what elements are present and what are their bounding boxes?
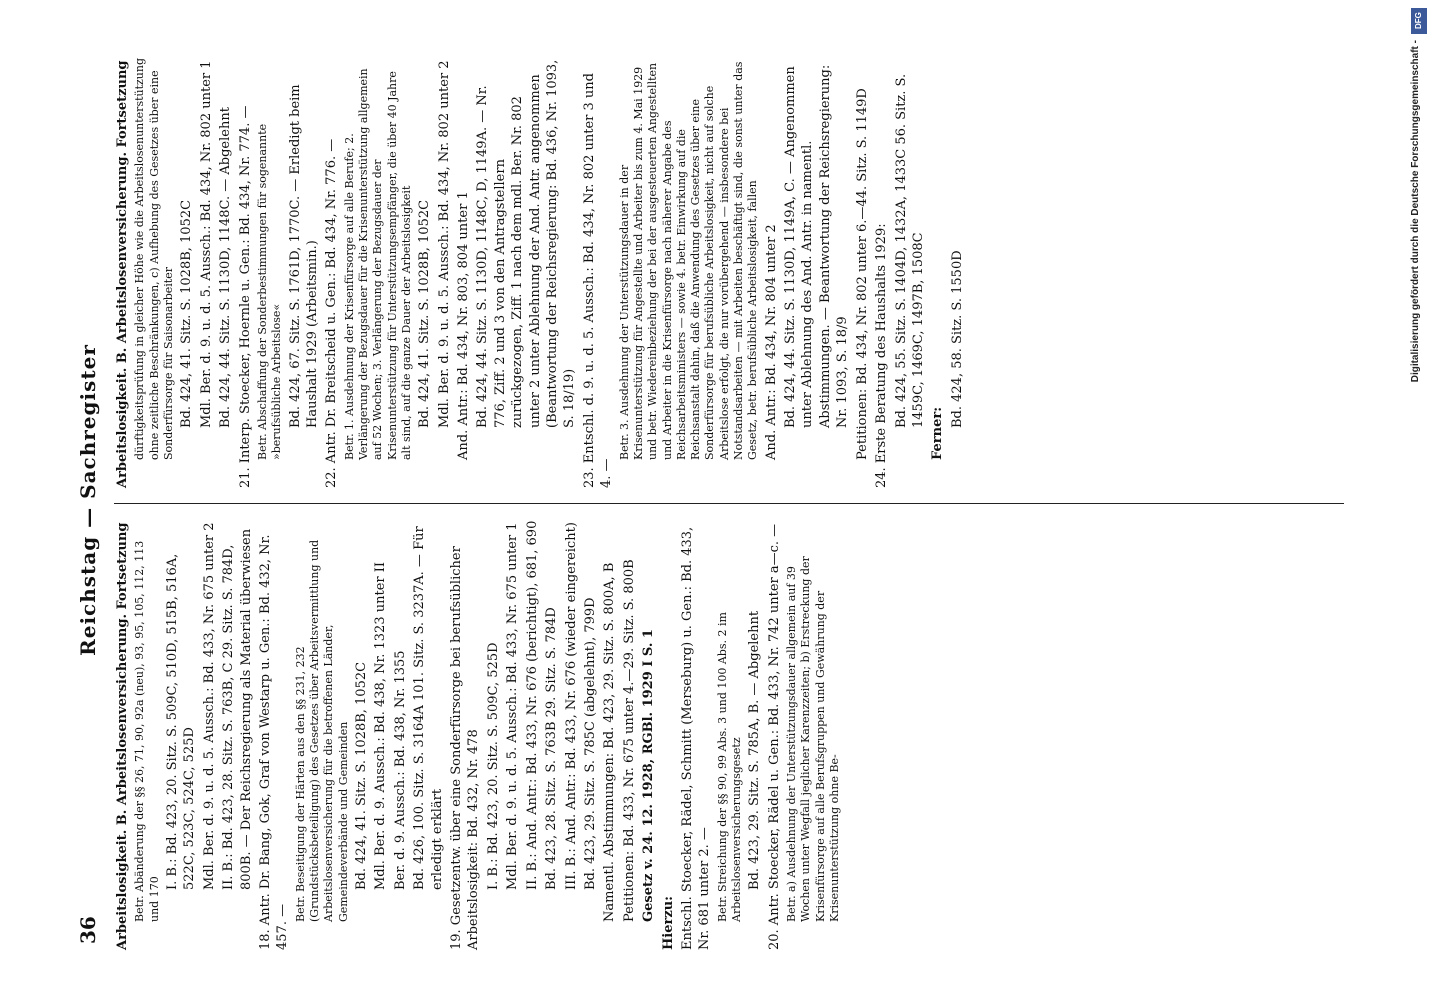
index-line: 21. Interp. Stoecker, Hoernle u. Gen.: Bd. 434, Nr. 774. —: [237, 105, 253, 488]
index-line: Bd. 424, 44. Sitz. S. 1130D, 1148C. — Abgelehnt: [218, 107, 234, 428]
index-line: 23. Entschl. d. 9. u. d. 5. Aussch.: Bd. 434, Nr. 802 unter 3 und 4. —: [581, 73, 615, 488]
index-line: Bd. 423, 29. Sitz. S. 785C (abgelehnt), 799D: [582, 597, 598, 890]
page-header: [70, 50, 110, 950]
index-line: Bd. 424, 41. Sitz. S. 1028B, 1052C: [354, 661, 370, 890]
index-line: And. Antr.: Bd. 434, Nr. 803, 804 unter 1: [456, 191, 472, 460]
page-number: 36: [76, 916, 100, 944]
index-line: II. B.: And. Antr.: Bd. 433, Nr. 676 (berichtigt), 681, 690: [524, 520, 540, 890]
scanned-page: [70, 50, 1390, 950]
index-line: Arbeitslosigkeit. B. Arbeitslosenversicherung. Fortsetzung: [115, 522, 130, 950]
index-line: Betr. Abänderung der §§ 26, 71, 90, 92a (neu), 93, 95, 105, 112, 113 und 170: [133, 540, 161, 922]
index-line: Bd. 424, 41. Sitz. S. 1028B, 1052C: [417, 199, 433, 428]
index-line: 20. Antr. Stoecker, Rädel u. Gen.: Bd. 433, Nr. 742 unter a—c. —: [766, 523, 782, 950]
index-line: Mdl. Ber. d. 9. u. d. 5. Aussch.: Bd. 433, Nr. 675 unter 2: [201, 522, 217, 890]
index-line: Mdl. Ber. d. 9. u. d. 5. Aussch.: Bd. 434, Nr. 802 unter 2: [436, 60, 452, 428]
index-line: Mdl. Ber. d. 9. Aussch.: Bd. 438, Nr. 1323 unter II: [373, 561, 389, 890]
index-line: III. B.: And. Antr.: Bd. 433, Nr. 676 (wieder eingereicht): [563, 522, 579, 890]
index-line: Bd. 423, 29. Sitz. S. 785A, B. — Abgelehnt: [747, 610, 763, 890]
digitization-notice: Digitalisierung gefördert durch die Deutsche Forschungsgemeinschaft -: [1410, 40, 1421, 383]
index-line: Betr. 1. Ausdehnung der Krisenfürsorge auf alle Berufe; 2. Verlängerung der Bezugsdauer für die Krisenunterstützung allgemein auf 52 Wochen; 3. Verlängerung der Bezugsdauer der Krisenunterstützung für Unterstützungsempfänger, die über 40 Jahre alt sind, auf die ganze Dauer der Arbeitslosigkeit: [342, 68, 413, 460]
index-line: Bd. 426, 100. Sitz. S. 3164A 101. Sitz. S. 3237A. — Für erledigt erklärt: [412, 526, 445, 890]
index-line: Petitionen: Bd. 434, Nr. 802 unter 6.—44. Sitz. S. 1149D: [854, 88, 870, 460]
index-line: 19. Gesetzentw. über eine Sonderfürsorge bei berufsüblicher Arbeitslosigkeit: Bd. 432, Nr. 478: [449, 546, 482, 950]
index-line: Betr. 3. Ausdehnung der Unterstützungsdauer in der Krisenunterstützung für Angestellte und Arbeiter bis zum 4. Mai 1929 und betr. Wiedereinbeziehung der bei der ausgesteuerten Angestellten und Arbeiter in die Krisenfürsorge nach näherer Angabe des Reichsarbeitsministers — sowie 4. betr. Einwirkung auf die Reichsanstalt dahin, daß die Anwendung des Gesetzes über eine Sonderfürsorge für berufsübliche Arbeitslosigkeit, nicht auf solche Arbeitslose erfolgt, die nur vorübergehend — insbesondere bei Notstandsarbeiten — mit Arbeiten beschäftigt sind, die sonst unter das Gesetz, betr. berufsübliche Arbeitslosigkeit, fallen: [617, 61, 760, 460]
running-head: Reichstag — Sachregister: [76, 344, 100, 656]
index-line: I. B.: Bd. 423, 20. Sitz. S. 509C, 525D: [485, 642, 501, 890]
index-line: Ber. d. 9. Aussch.: Bd. 438, Nr. 1355: [392, 650, 408, 890]
index-line: Mdl. Ber. d. 9. u. d. 5. Aussch.: Bd. 434, Nr. 802 unter 1: [198, 60, 214, 428]
index-line: Bd. 424, 44. Sitz. S. 1130D, 1149A, C. — Angenommen unter Ablehnung des And. Antr. in namentl. Abstimmungen. — Beantwortung der Reichsregierung: Nr. 1093, S. 18/9: [783, 64, 851, 428]
index-line: Bd. 424, 58. Sitz. S. 1550D: [949, 250, 965, 428]
index-line: Petitionen: Bd. 433, Nr. 675 unter 4.—29. Sitz. S. 800B: [621, 559, 637, 922]
index-line: Ferner:: [930, 406, 946, 460]
index-line: I. B.: Bd. 423, 20. Sitz. S. 509C, 510D, 515B, 516A, 522C, 523C, 524C, 525D: [165, 553, 198, 890]
index-line: Arbeitslosigkeit. B. Arbeitslosenversicherung. Fortsetzung: [115, 60, 130, 488]
index-line: Betr. Beseitigung der Härten aus den §§ 231, 232 (Grundstücksbeteiligung) des Gesetzes über Arbeitsvermittlung und Arbeitslosenversicherung für die betroffenen Länder, Gemeindeverbände und Gemeinden: [293, 539, 350, 922]
index-line: Namentl. Abstimmungen: Bd. 423, 29. Sitz. S. 800A, B: [602, 562, 618, 922]
index-line: And. Antr.: Bd. 434, Nr. 804 unter 2: [763, 224, 779, 460]
right-column: [114, 58, 968, 488]
dfg-logo-icon: DFG: [1411, 8, 1427, 34]
index-line: II. B.: Bd. 423, 28. Sitz. S. 763B, C 29. Sitz. S. 784D, 800B. — Der Reichsregierung als Material überwiesen: [221, 528, 254, 890]
column-divider: [114, 503, 1344, 504]
index-line: 18. Antr. Dr. Bang, Gok, Graf von Westarp u. Gen.: Bd. 432, Nr. 457. —: [258, 534, 291, 950]
index-line: Entschl. Stoecker, Rädel, Schmitt (Merseburg) u. Gen.: Bd. 433, Nr. 681 unter 2. —: [679, 526, 713, 950]
index-line: 24. Erste Beratung des Haushalts 1929:: [874, 223, 890, 488]
index-line: Gesetz v. 24. 12. 1928, RGBl. 1929 I S. 1: [641, 629, 657, 922]
index-line: Bd. 424, 67. Sitz. S. 1761D, 1770C. — Erledigt beim Haushalt 1929 (Arbeitsmin.): [287, 84, 320, 428]
index-line: dürftigkeitsprüfung in gleicher Höhe wie die Arbeitslosenunterstützung ohne zeitliche Beschränkungen, c) Aufhebung des Gesetzes über eine Sonderfürsorge für Saisonarbeiter: [133, 57, 175, 460]
index-line: Mdl. Ber. d. 9. u. d. 5. Aussch.: Bd. 433, Nr. 675 unter 1: [505, 522, 521, 890]
index-line: Bd. 424, 41. Sitz. S. 1028B, 1052C: [179, 199, 195, 428]
index-line: Bd. 424, 44. Sitz. S. 1130D, 1148C, D, 1149A. — Nr. 776, Ziff. 2 und 3 von den Antragstellern zurückgezogen, Ziff. 1 nach dem mdl. Ber. Nr. 802 unter 2 unter Ablehnung der And. Antr. angenommen (Beantwortung der Reichsregierung: Bd. 436, Nr. 1093, S. 18/19): [475, 59, 578, 428]
index-line: Betr. a) Ausdehnung der Unterstützungsdauer allgemein auf 39 Wochen unter Wegfall jeglicher Karenzzeiten; b) Erstreckung der Krisenfürsorge auf alle Berufsgruppen und Gewährung der Krisenunterstützung ohne Be-: [785, 556, 842, 922]
index-line: Betr. Abschaffung der Sonderbestimmungen für sogenannte »berufsübliche Arbeitslose«: [255, 123, 284, 460]
index-line: Betr. Streichung der §§ 90, 99 Abs. 3 und 100 Abs. 2 im Arbeitslosenversicherungsgesetz: [715, 612, 744, 922]
index-line: Bd. 424, 55. Sitz. S. 1404D, 1432A, 1433C 56. Sitz. S. 1459C, 1469C, 1497B, 1508C: [893, 73, 926, 428]
index-line: 22. Antr. Dr. Breitscheid u. Gen.: Bd. 434, Nr. 776. —: [324, 138, 340, 488]
index-line: Bd. 423, 28. Sitz. S. 763B 29. Sitz. S. 784D: [544, 607, 560, 890]
left-column: [114, 520, 844, 950]
digitization-sidebar: [1408, 0, 1430, 1000]
index-line: Hierzu:: [660, 896, 676, 950]
